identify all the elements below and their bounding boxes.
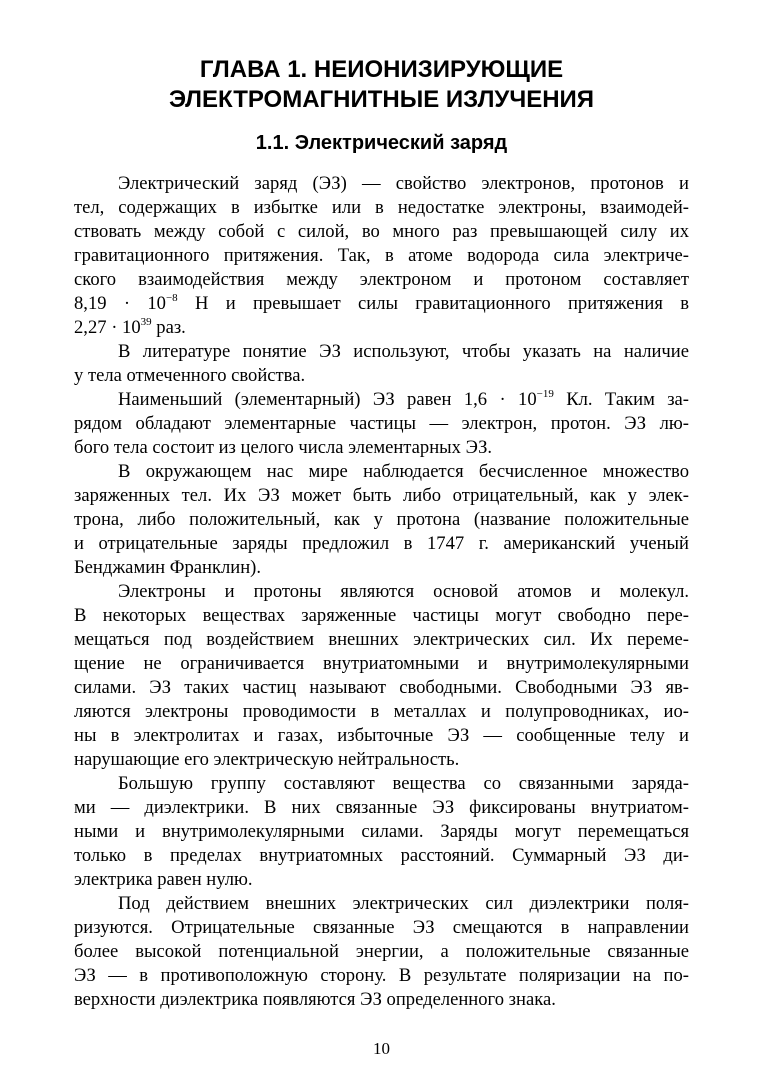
formula-line xyxy=(74,388,689,412)
text-line: и отрицательные заряды предложил в 1747 г. американский ученый xyxy=(74,533,689,554)
text-line: гравитационного притяжения. Так, в атоме водорода сила электриче- xyxy=(74,245,689,266)
paragraph-1 xyxy=(74,172,689,340)
text-line: мещаться под воздействием внешних электрических сил. Их переме- xyxy=(74,629,689,650)
formula-exponent: −19 xyxy=(536,388,554,400)
paragraph-2 xyxy=(74,340,689,388)
text-line: ны в электролитах и газах, избыточные ЭЗ — сообщенные телу и xyxy=(74,725,689,746)
text-line: верхности диэлектрика появляются ЭЗ определенного знака. xyxy=(74,989,556,1010)
formula-exponent: 39 xyxy=(140,316,152,328)
text-line: нарушающие его электрическую нейтральность. xyxy=(74,749,460,770)
text-line: В литературе понятие ЭЗ используют, чтобы указать на наличие xyxy=(118,341,689,362)
formula-mantissa: 8,19 · 10 xyxy=(74,293,166,314)
formula-line xyxy=(74,316,689,340)
text-line: Большую группу составляют вещества со связанными заряда- xyxy=(118,773,689,794)
text-line: у тела отмеченного свойства. xyxy=(74,365,306,386)
text-line: Бенджамин Франклин). xyxy=(74,557,261,578)
text-line: ными и внутримолекулярными силами. Заряды могут перемещаться xyxy=(74,821,689,842)
text-line: Под действием внешних электрических сил диэлектрики поля- xyxy=(118,893,689,914)
page-number: 10 xyxy=(373,1039,390,1058)
text-line: бого тела состоит из целого числа элементарных ЭЗ. xyxy=(74,437,493,458)
text-line: В окружающем нас мире наблюдается бесчисленное множество xyxy=(118,461,689,482)
section-title: 1.1. Электрический заряд xyxy=(255,132,508,154)
chapter-title-line-2: ЭЛЕКТРОМАГНИТНЫЕ ИЗЛУЧЕНИЯ xyxy=(168,86,595,113)
text-line: щение не ограничивается внутриатомными и внутримолекулярными xyxy=(74,653,689,674)
text-line: более высокой потенциальной энергии, а положительные связанные xyxy=(74,941,689,962)
text-line: только в пределах внутриатомных расстояний. Суммарный ЭЗ ди- xyxy=(74,845,689,866)
formula-exponent: −8 xyxy=(165,292,178,304)
text-line: силами. ЭЗ таких частиц называют свободными. Свободными ЭЗ яв- xyxy=(74,677,689,698)
body-text xyxy=(74,172,689,1012)
text-line: ми — диэлектрики. В них связанные ЭЗ фиксированы внутриатом- xyxy=(74,797,689,818)
text-line: ского взаимодействия между электроном и протоном составляет xyxy=(74,269,689,290)
text-line: рядом обладают элементарные частицы — электрон, протон. ЭЗ лю- xyxy=(74,413,689,434)
paragraph-6 xyxy=(74,772,689,892)
paragraph-3 xyxy=(74,388,689,460)
text-line: трона, либо положительный, как у протона (название положительные xyxy=(74,509,689,530)
text-fragment: Кл. Таким за- xyxy=(553,389,689,410)
text-line: Электрический заряд (ЭЗ) — свойство электронов, протонов и xyxy=(118,173,689,194)
formula-line xyxy=(74,292,689,316)
paragraph-4 xyxy=(74,460,689,580)
paragraph-5 xyxy=(74,580,689,772)
text-line: электрика равен нулю. xyxy=(74,869,253,890)
text-fragment: Н и превышает силы гравитационного притяжения в xyxy=(177,293,690,314)
chapter-title xyxy=(74,55,689,115)
text-line: ствовать между собой с силой, во много раз превышающей силу их xyxy=(74,221,689,242)
text-line: Электроны и протоны являются основой атомов и молекул. xyxy=(118,581,689,602)
text-line: тел, содержащих в избытке или в недостатке электроны, взаимодей- xyxy=(74,197,689,218)
text-line: заряженных тел. Их ЭЗ может быть либо отрицательный, как у элек- xyxy=(74,485,689,506)
text-fragment: раз. xyxy=(151,317,186,338)
formula-mantissa: 2,27 · 10 xyxy=(74,317,141,338)
text-line: В некоторых веществах заряженные частицы могут свободно пере- xyxy=(74,605,689,626)
text-fragment: Наименьший (элементарный) ЭЗ равен 1,6 · 10 xyxy=(118,389,537,410)
text-line: ризуются. Отрицательные связанные ЭЗ смещаются в направлении xyxy=(74,917,689,938)
paragraph-7 xyxy=(74,892,689,1012)
text-line: ЭЗ — в противоположную сторону. В результате поляризации на по- xyxy=(74,965,689,986)
text-line: ляются электроны проводимости в металлах и полупроводниках, ио- xyxy=(74,701,689,722)
chapter-title-line-1: ГЛАВА 1. НЕИОНИЗИРУЮЩИЕ xyxy=(199,56,564,83)
